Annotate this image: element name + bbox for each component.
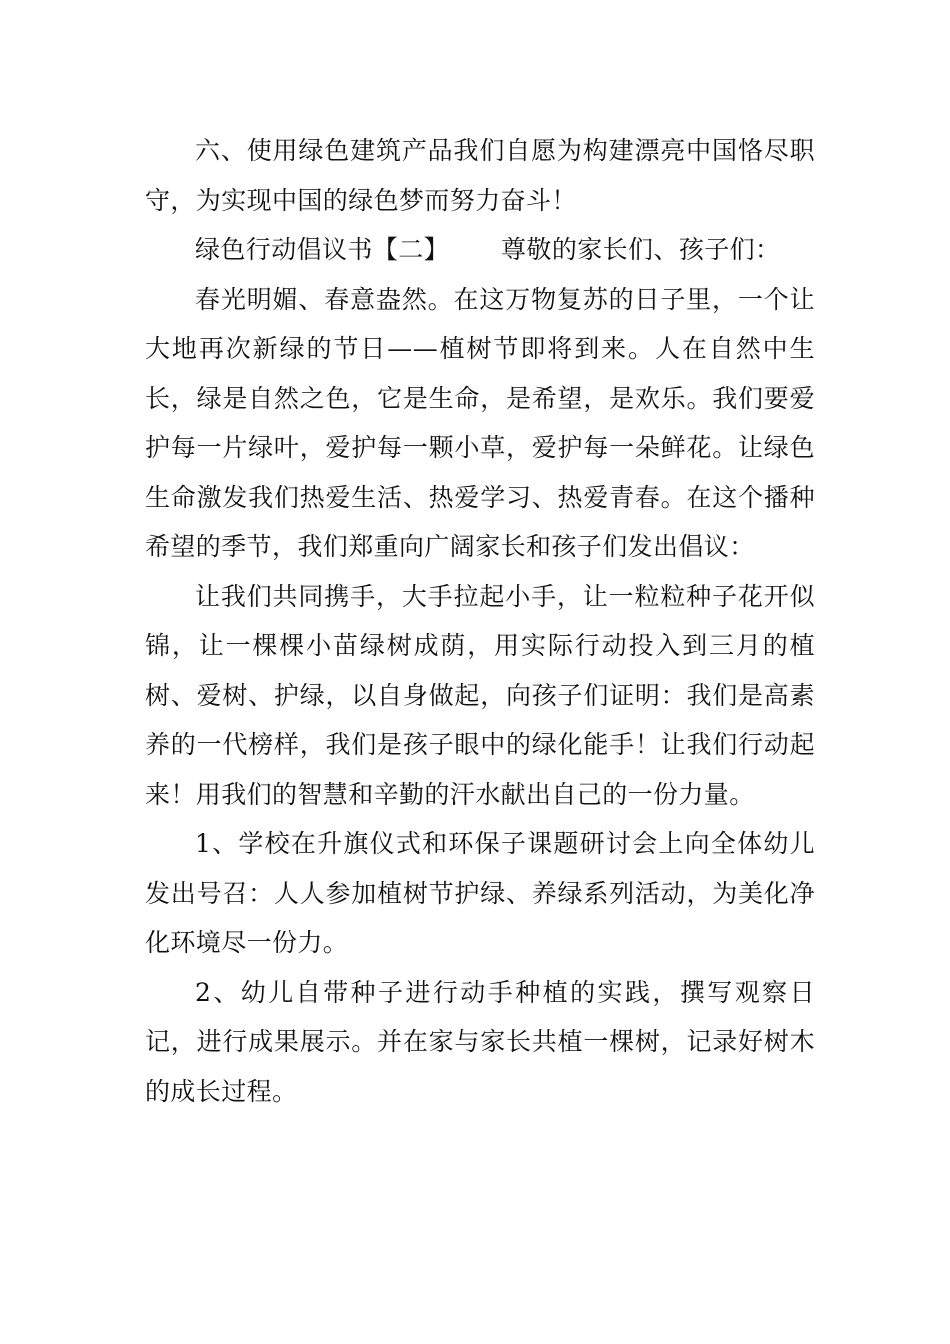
paragraph-item-2: 2、幼儿自带种子进行动手种植的实践，撰写观察日记，进行成果展示。并在家与家长共植一棵树，记录好树木的成长过程。 (145, 977, 815, 1106)
paragraph-item-1: 1、学校在升旗仪式和环保子课题研讨会上向全体幼儿发出号召：人人参加植树节护绿、养绿系列活动，为美化净化环境尽一份力。 (145, 829, 815, 957)
paragraph-green-building: 六、使用绿色建筑产品我们自愿为构建漂亮中国恪尽职守，为实现中国的绿色梦而努力奋斗！ (145, 136, 815, 215)
section-heading: 绿色行动倡议书【二】 (195, 235, 450, 264)
document-body (145, 126, 815, 1116)
paragraph-spring-intro: 春光明媚、春意盎然。在这万物复苏的日子里，一个让大地再次新绿的节日——植树节即将到来。人在自然中生长，绿是自然之色，它是生命，是希望，是欢乐。我们要爱护每一片绿叶，爱护每一颗小草，爱护每一朵鲜花。让绿色生命激发我们热爱生活、热爱学习、热爱青春。在这个播种希望的季节，我们郑重向广阔家长和孩子们发出倡议： (145, 284, 815, 561)
paragraph-initiative-title (145, 225, 815, 275)
paragraph-call-to-action: 让我们共同携手，大手拉起小手，让一粒粒种子花开似锦，让一棵棵小苗绿树成荫，用实际行动投入到三月的植树、爱树、护绿，以自身做起，向孩子们证明：我们是高素养的一代榜样，我们是孩子眼中的绿化能手！让我们行动起来！用我们的智慧和辛勤的汗水献出自己的一份力量。 (145, 581, 815, 809)
salutation: 尊敬的家长们、孩子们： (501, 235, 781, 264)
